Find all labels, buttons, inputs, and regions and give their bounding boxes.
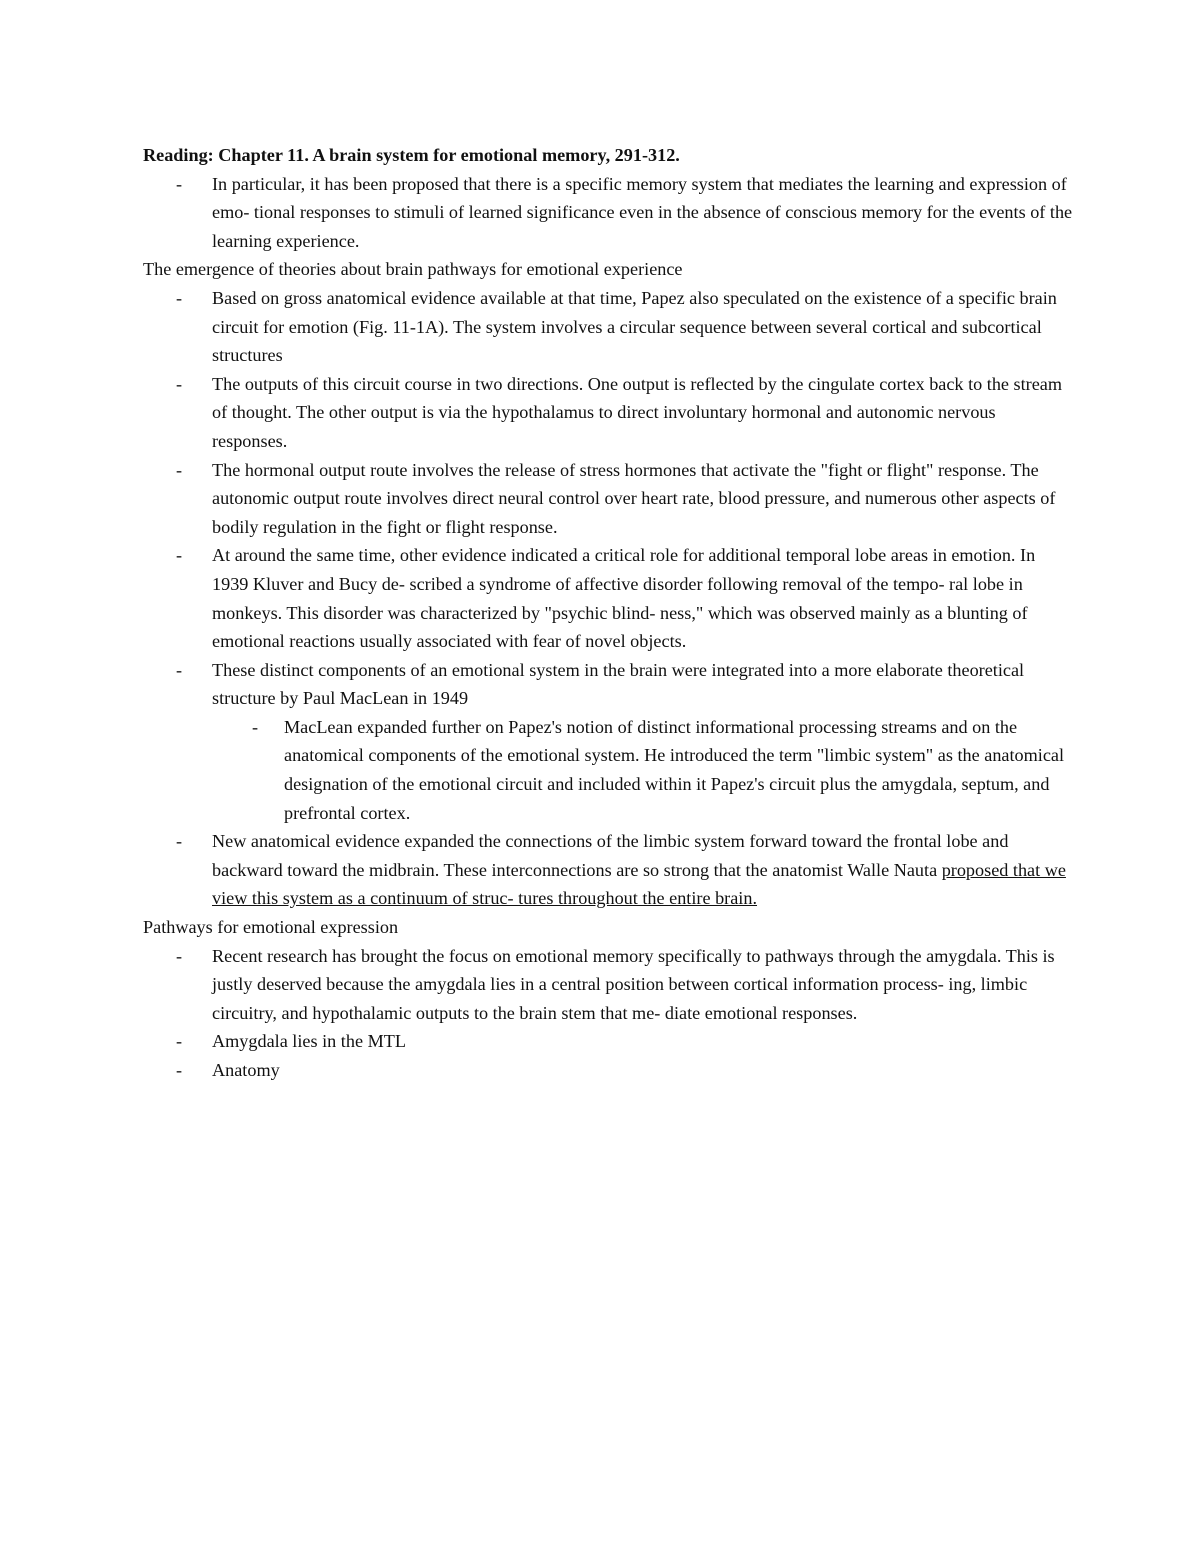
list-item: - Based on gross anatomical evidence available at that time, Papez also speculated on the existence of a specific brain circuit for emotion (Fig. 11-1A). The system involves a circular sequence between several cortical and subcortical structures [143, 284, 1073, 370]
list-item: - Recent research has brought the focus on emotional memory specifically to pathways through the amygdala. This is justly deserved because the amygdala lies in a central position between cortical information process- ing, limbic circuitry, and hypothalamic outputs to the brain stem that me- diate emotional responses. [143, 942, 1073, 1028]
emergence-bullet-list [143, 284, 1073, 913]
underlined-text: proposed that we view this system as a continuum of struc- tures throughout the entire brain. [212, 859, 1066, 909]
list-item: - Amygdala lies in the MTL [143, 1027, 1073, 1056]
list-item: - The hormonal output route involves the release of stress hormones that activate the "fight or flight" response. The autonomic output route involves direct neural control over heart rate, blood pressure, and numerous other aspects of bodily regulation in the fight or flight response. [143, 456, 1073, 542]
list-item-text: These distinct components of an emotional system in the brain were integrated into a more elaborate theoretical structure by Paul MacLean in 1949 [212, 659, 1025, 709]
nested-bullet-list [212, 713, 1073, 827]
list-item: - In particular, it has been proposed that there is a specific memory system that mediates the learning and expression of emo- tional responses to stimuli of learned significance even in the absence of conscious memory for the events of the learning experience. [143, 170, 1073, 256]
document-body [143, 141, 1073, 1085]
intro-bullet-list [143, 170, 1073, 256]
list-item: - The outputs of this circuit course in two directions. One output is reflected by the cingulate cortex back to the stream of thought. The other output is via the hypothalamus to direct involuntary hormonal and autonomic nervous responses. [143, 370, 1073, 456]
list-item [143, 827, 1073, 913]
list-item: - At around the same time, other evidence indicated a critical role for additional temporal lobe areas in emotion. In 1939 Kluver and Bucy de- scribed a syndrome of affective disorder following removal of the tempo- ral lobe in monkeys. This disorder was characterized by "psychic blind- ness," which was observed mainly as a blunting of emotional reactions usually associated with fear of novel objects. [143, 541, 1073, 655]
list-item-text: New anatomical evidence expanded the connections of the limbic system forward toward the frontal lobe and backward toward the midbrain. These interconnections are so strong that the anatomist Walle Nauta [212, 831, 1009, 880]
list-item: - Anatomy [143, 1056, 1073, 1085]
reading-title: Reading: Chapter 11. A brain system for emotional memory, 291-312. [143, 145, 680, 165]
section-heading-pathways: Pathways for emotional expression [143, 917, 399, 938]
pathways-bullet-list [143, 942, 1073, 1085]
nested-list-item: - MacLean expanded further on Papez's notion of distinct informational processing streams and on the anatomical components of the emotional system. He introduced the term "limbic system" as the anatomical designation of the emotional circuit and included within it Papez's circuit plus the amygdala, septum, and prefrontal cortex. [212, 713, 1073, 827]
list-item-with-sublist [143, 656, 1073, 828]
section-heading-emergence: The emergence of theories about brain pathways for emotional experience [143, 259, 683, 280]
